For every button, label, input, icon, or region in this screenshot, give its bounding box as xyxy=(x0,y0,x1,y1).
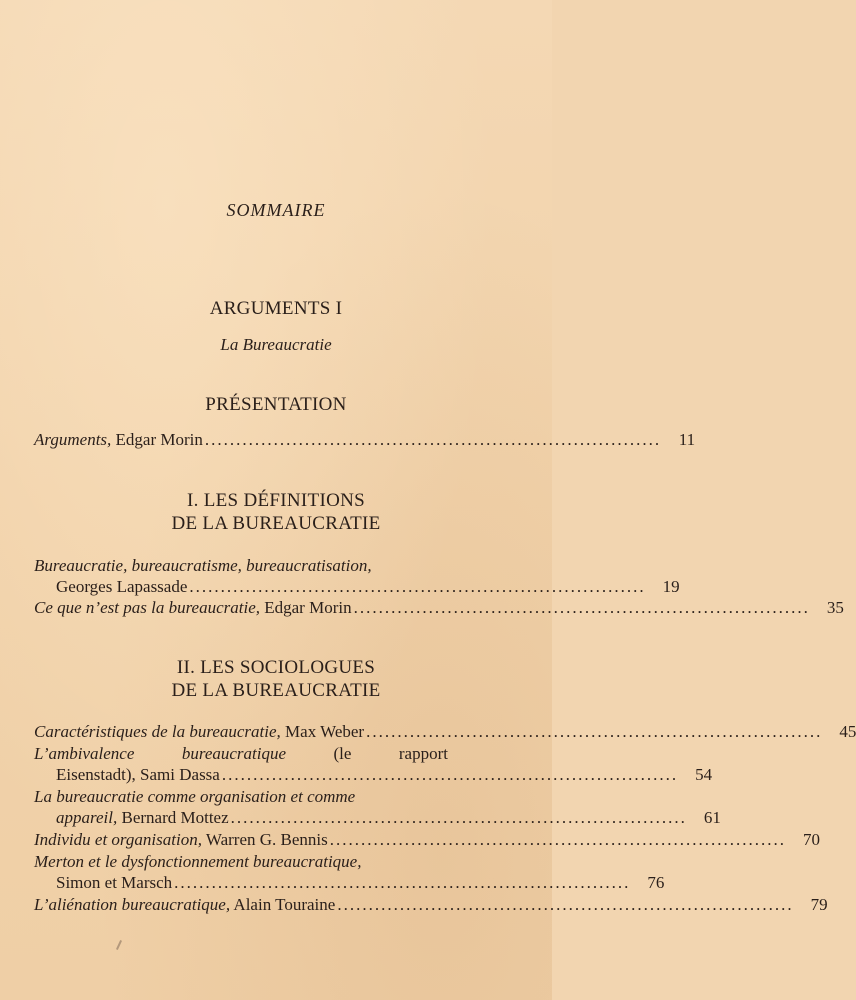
entry-page-number: 45 xyxy=(839,722,856,741)
entry-page-number: 19 xyxy=(662,577,680,596)
entry-title: L’aliénation bureaucratique, xyxy=(34,895,231,914)
entry-page-number: 11 xyxy=(678,430,696,449)
toc-entry xyxy=(56,808,721,832)
toc-entry xyxy=(56,873,665,897)
leader-dots: ......................................................................... xyxy=(230,808,687,827)
entry-author: Max Weber xyxy=(285,722,365,741)
leader-dots: ......................................................................... xyxy=(221,765,679,784)
entry-author: Sami Dassa xyxy=(140,765,220,784)
entry-title: appareil, xyxy=(56,808,118,827)
entry-title-part: bureaucratique xyxy=(181,744,287,763)
entry-title-part: rapport xyxy=(398,744,448,763)
entry-title-part: (le xyxy=(333,744,352,763)
leader-dots: ......................................................................... xyxy=(204,430,662,449)
section-heading-presentation: PRÉSENTATION xyxy=(205,394,347,415)
section-heading-sociologues-line1: II. LES SOCIOLOGUES xyxy=(176,657,376,678)
entry-page-number: 35 xyxy=(826,598,844,617)
leader-dots: ......................................................................... xyxy=(174,873,631,892)
entry-author: Simon et Marsch xyxy=(56,873,173,892)
toc-entry xyxy=(34,722,856,746)
section-heading-sociologues-line2: DE LA BUREAUCRATIE xyxy=(171,680,381,701)
entry-title: Eisenstadt), xyxy=(56,765,136,784)
entry-author: Alain Touraine xyxy=(233,895,336,914)
toc-entry xyxy=(34,598,844,622)
entry-title: Merton et le dysfonctionnement bureaucratique, xyxy=(34,852,362,871)
toc-entry xyxy=(34,830,821,854)
entry-title-part: L’ambivalence xyxy=(34,744,135,763)
entry-author: Warren G. Bennis xyxy=(205,830,328,849)
section-heading-definitions-line1: I. LES DÉFINITIONS xyxy=(187,490,365,511)
toc-entry xyxy=(34,430,696,454)
entry-page-number: 76 xyxy=(647,873,665,892)
leader-dots: ......................................................................... xyxy=(366,722,823,741)
entry-title: La bureaucratie comme organisation et comme xyxy=(34,787,356,806)
entry-author: Edgar Morin xyxy=(264,598,352,617)
section-subtitle-arguments: La Bureaucratie xyxy=(220,335,332,354)
toc-entry xyxy=(56,765,713,789)
entry-page-number: 54 xyxy=(695,765,713,784)
entry-page-number: 70 xyxy=(803,830,821,849)
entry-title: Caractéristiques de la bureaucratie, xyxy=(34,722,281,741)
entry-page-number: 79 xyxy=(810,895,828,914)
entry-page-number: 61 xyxy=(703,808,721,827)
leader-dots: ......................................................................... xyxy=(337,895,794,914)
leader-dots: ......................................................................... xyxy=(189,577,646,596)
entry-title: Ce que n’est pas la bureaucratie, xyxy=(34,598,260,617)
entry-author: Bernard Mottez xyxy=(121,808,229,827)
paper-speck xyxy=(116,940,122,950)
page-title: SOMMAIRE xyxy=(226,200,326,220)
toc-entry xyxy=(34,895,828,919)
entry-title: Individu et organisation, xyxy=(34,830,202,849)
entry-title: Bureaucratie, bureaucratisme, bureaucratisation, xyxy=(34,556,372,575)
entry-author: Georges Lapassade xyxy=(56,577,188,596)
leader-dots: ......................................................................... xyxy=(353,598,810,617)
leader-dots: ......................................................................... xyxy=(329,830,787,849)
entry-title: Arguments, xyxy=(34,430,112,449)
section-heading-arguments: ARGUMENTS I xyxy=(209,298,343,319)
entry-author: Edgar Morin xyxy=(115,430,203,449)
section-heading-definitions-line2: DE LA BUREAUCRATIE xyxy=(171,513,381,534)
